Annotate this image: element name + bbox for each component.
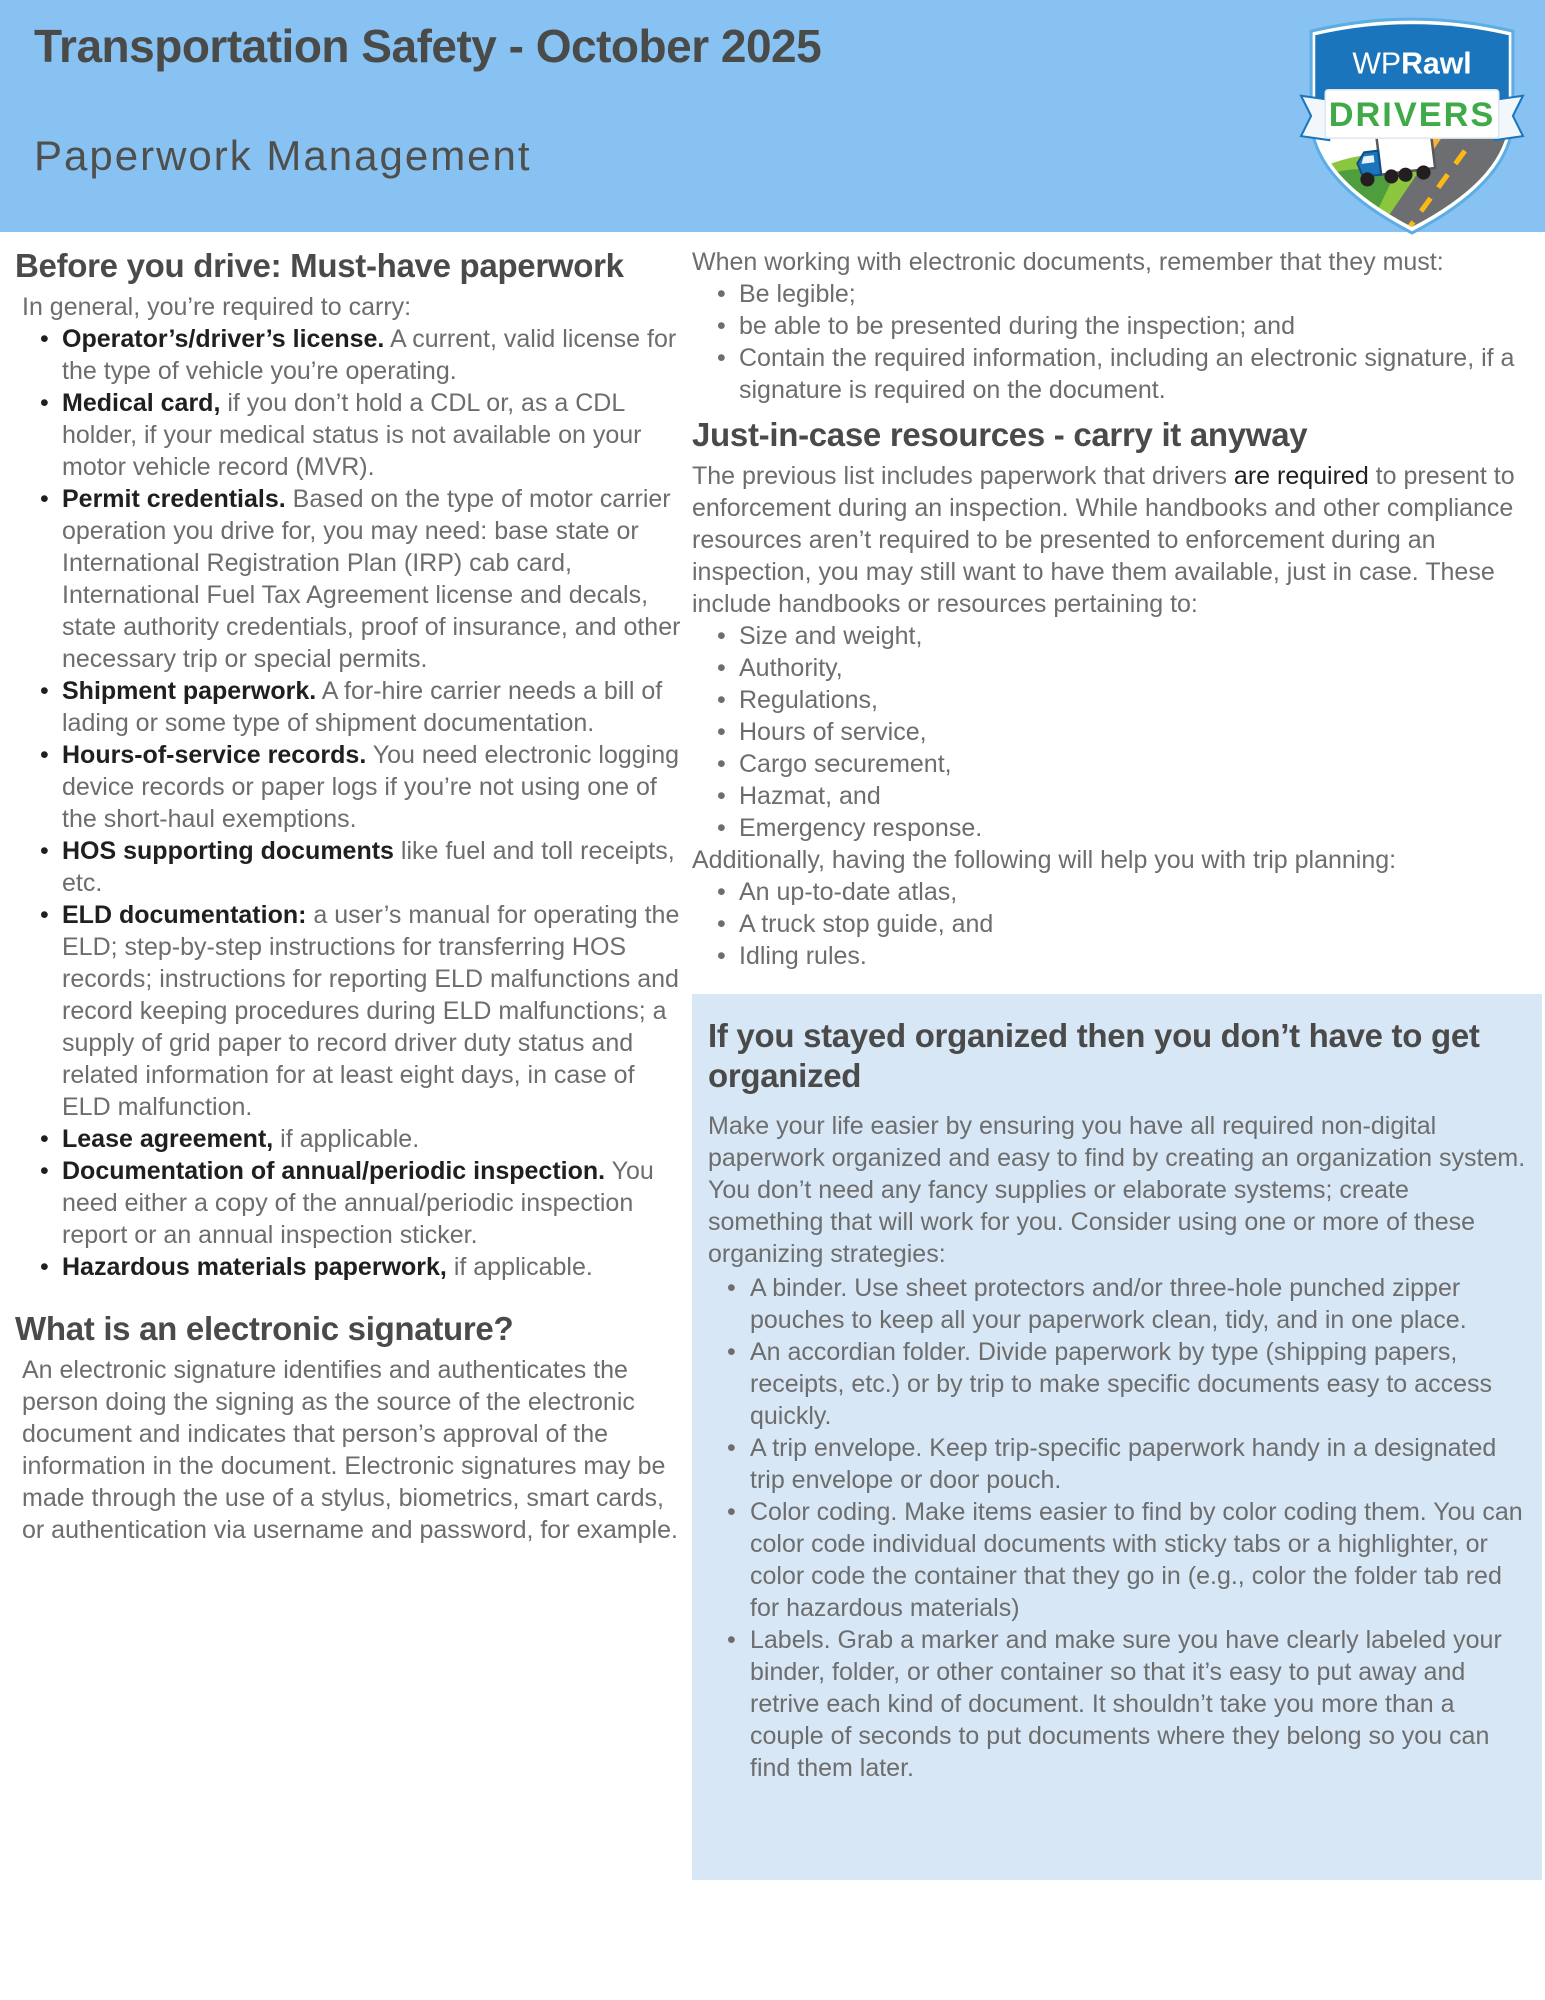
- list-item: • Size and weight,: [692, 620, 1542, 652]
- list-item: • Hours-of-service records. You need electronic logging device records or paper logs if you’re not using one of the short-haul exemptions.: [15, 739, 682, 835]
- edocs-list: [692, 278, 1542, 406]
- page-subtitle: Paperwork Management: [34, 132, 532, 179]
- list-item: • A truck stop guide, and: [692, 908, 1542, 940]
- left-column: [0, 246, 692, 1880]
- organized-list: [708, 1272, 1526, 1784]
- list-item: • Cargo securement,: [692, 748, 1542, 780]
- must-have-intro: In general, you’re required to carry:: [22, 293, 412, 321]
- drivers-shield-logo: [1299, 10, 1525, 236]
- list-item: • Be legible;: [692, 278, 1542, 310]
- list-item: • A binder. Use sheet protectors and/or three-hole punched zipper pouches to keep all your paperwork clean, tidy, and in one place.: [708, 1272, 1526, 1336]
- drivers-ribbon: [1301, 90, 1523, 140]
- list-item: • Lease agreement, if applicable.: [15, 1123, 682, 1155]
- list-item: • Authority,: [692, 652, 1542, 684]
- section-heading-just-in-case: Just-in-case resources - carry it anyway: [692, 416, 1308, 453]
- list-item: • Hazardous materials paperwork, if applicable.: [15, 1251, 682, 1283]
- list-item: • Medical card, if you don’t hold a CDL or, as a CDL holder, if your medical status is not available on your motor vehicle record (MVR).: [15, 387, 682, 483]
- organized-callout-box: [692, 994, 1542, 1880]
- list-item: • Shipment paperwork. A for-hire carrier needs a bill of lading or some type of shipment documentation.: [15, 675, 682, 739]
- just-in-case-list: [692, 620, 1542, 844]
- list-item: • Documentation of annual/periodic inspection. You need either a copy of the annual/periodic inspection report or an annual inspection sticker.: [15, 1155, 682, 1251]
- list-item: • Emergency response.: [692, 812, 1542, 844]
- edocs-intro: When working with electronic documents, remember that they must:: [692, 248, 1444, 276]
- right-column: [692, 246, 1545, 1880]
- section-heading-organized: If you stayed organized then you don’t have to get organized: [708, 1017, 1480, 1094]
- emphasis-are-required: are required: [1233, 462, 1369, 490]
- section-heading-esign: What is an electronic signature?: [15, 1310, 514, 1347]
- list-item: • An up-to-date atlas,: [692, 876, 1542, 908]
- organized-intro: Make your life easier by ensuring you have all required non-digital paperwork organized and easy to find by creating an organization system. You don’t need any fancy supplies or elaborate systems; create something that will work for you. Consider using one or more of these organizing strategies:: [708, 1112, 1526, 1268]
- just-in-case-paragraph: The previous list includes paperwork that drivers are required to present to enforcement during an inspection. While handbooks and other compliance resources aren’t required to be presented to enforcement during an inspection, you may still want to have them available, just in case. These include handbooks or resources pertaining to:: [692, 462, 1515, 618]
- list-item: • Color coding. Make items easier to find by color coding them. You can color code individual documents with sticky tabs or a highlighter, or color code the container that they go in (e.g., color the folder tab red for hazardous materials): [708, 1496, 1526, 1624]
- list-item: • Operator’s/driver’s license. A current, valid license for the type of vehicle you’re operating.: [15, 323, 682, 387]
- list-item: • Regulations,: [692, 684, 1542, 716]
- list-item: • be able to be presented during the inspection; and: [692, 310, 1542, 342]
- list-item: • Permit credentials. Based on the type of motor carrier operation you drive for, you may need: base state or International Registration Plan (IRP) cab card, International Fuel Tax Agreement license and decals, state authority credentials, proof of insurance, and other necessary trip or special permits.: [15, 483, 682, 675]
- trip-planning-intro: Additionally, having the following will help you with trip planning:: [692, 846, 1397, 874]
- list-item: • Hours of service,: [692, 716, 1542, 748]
- right-grass: [1495, 187, 1509, 235]
- list-item: • A trip envelope. Keep trip-specific paperwork handy in a designated trip envelope or door pouch.: [708, 1432, 1526, 1496]
- list-item: • HOS supporting documents like fuel and toll receipts, etc.: [15, 835, 682, 899]
- page-title: Transportation Safety - October 2025: [34, 20, 822, 72]
- section-heading-must-have: Before you drive: Must-have paperwork: [15, 247, 624, 284]
- page-content: [0, 232, 1545, 1880]
- list-item: • An accordian folder. Divide paperwork by type (shipping papers, receipts, etc.) or by trip to make specific documents easy to access quickly.: [708, 1336, 1526, 1432]
- esign-paragraph: An electronic signature identifies and authenticates the person doing the signing as the source of the electronic document and indicates that person’s approval of the information in the document. Electronic signatures may be made through the use of a stylus, biometrics, smart cards, or authentication via username and password, for example.: [22, 1356, 678, 1544]
- logo-org-text: WPRawl: [1352, 47, 1472, 81]
- list-item: • Contain the required information, including an electronic signature, if a signature is required on the document.: [692, 342, 1542, 406]
- trip-planning-list: [692, 876, 1542, 972]
- list-item: • ELD documentation: a user’s manual for operating the ELD; step-by-step instructions for transferring HOS records; instructions for reporting ELD malfunctions and record keeping procedures during ELD malfunctions; a supply of grid paper to record driver duty status and related information for at least eight days, in case of ELD malfunction.: [15, 899, 682, 1123]
- page-header: [0, 0, 1545, 232]
- list-item: • Idling rules.: [692, 940, 1542, 972]
- list-item: • Labels. Grab a marker and make sure you have clearly labeled your binder, folder, or other container so that it’s easy to put away and retrive each kind of document. It shouldn’t take you more than a couple of seconds to put documents where they belong so you can find them later.: [708, 1624, 1526, 1784]
- list-item: • Hazmat, and: [692, 780, 1542, 812]
- must-have-list: [15, 323, 682, 1283]
- logo-badge-text: DRIVERS: [1328, 96, 1496, 135]
